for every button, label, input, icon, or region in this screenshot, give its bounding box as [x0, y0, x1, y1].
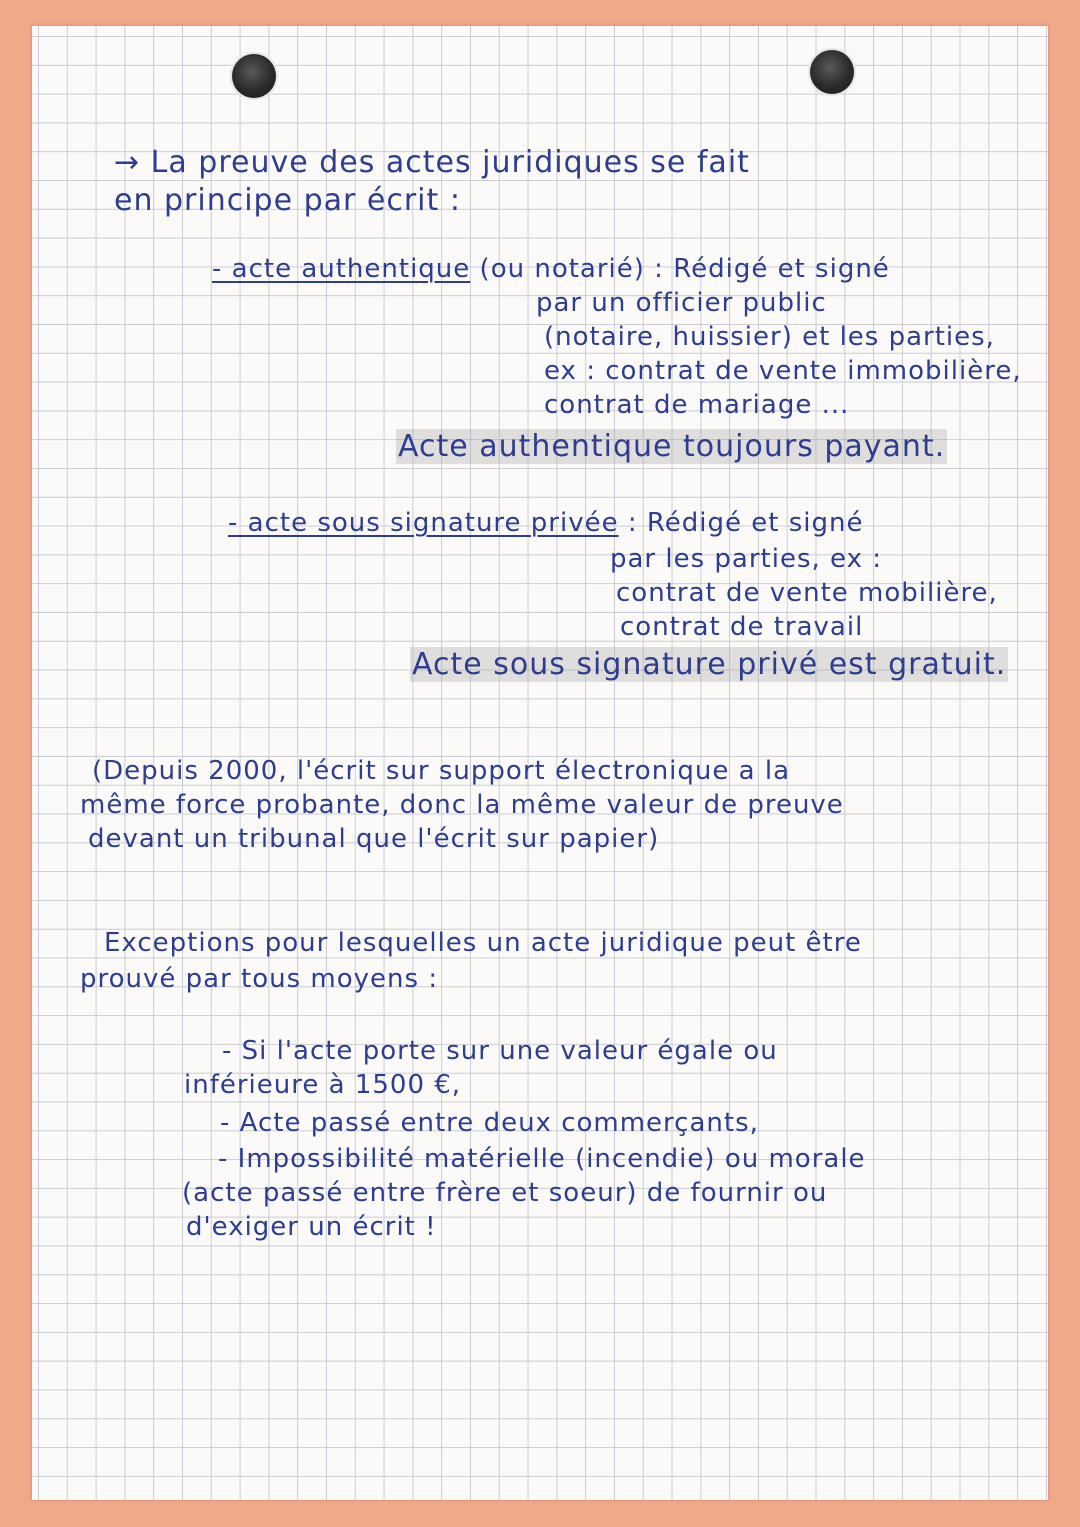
- electronique-line-3: devant un tribunal que l'écrit sur papier): [88, 824, 660, 854]
- acte-authentique-summary: [396, 430, 947, 464]
- exception-1-line-1: - Si l'acte porte sur une valeur égale ou: [222, 1036, 778, 1066]
- acte-ssp-line-4: contrat de travail: [620, 612, 864, 642]
- electronique-line-1: (Depuis 2000, l'écrit sur support électronique a la: [92, 756, 791, 786]
- exception-3-line-1: - Impossibilité matérielle (incendie) ou morale: [218, 1144, 866, 1174]
- punch-hole-right: [810, 50, 854, 94]
- notebook-page: [32, 26, 1048, 1500]
- electronique-line-2: même force probante, donc la même valeur de preuve: [80, 790, 844, 820]
- exceptions-line-1: Exceptions pour lesquelles un acte juridique peut être: [104, 928, 862, 958]
- exceptions-line-2: prouvé par tous moyens :: [80, 964, 439, 994]
- acte-ssp-line-2: par les parties, ex :: [610, 544, 882, 574]
- acte-ssp-summary-text: Acte sous signature privé est gratuit.: [412, 647, 1007, 682]
- acte-ssp-heading: [228, 508, 864, 538]
- punch-hole-left: [232, 54, 276, 98]
- acte-ssp-term: - acte sous signature privée: [228, 508, 619, 538]
- intro-line-1: → La preuve des actes juridiques se fait: [114, 145, 750, 180]
- acte-ssp-line-3: contrat de vente mobilière,: [616, 578, 998, 608]
- acte-authentique-def-start: (ou notarié) : Rédigé et signé: [470, 254, 890, 284]
- acte-authentique-line-2: par un officier public: [536, 288, 827, 318]
- intro-line-2: en principe par écrit :: [114, 183, 461, 218]
- exception-2: - Acte passé entre deux commerçants,: [220, 1108, 759, 1138]
- acte-authentique-line-4: ex : contrat de vente immobilière,: [544, 356, 1022, 386]
- exception-3-line-2: (acte passé entre frère et soeur) de fournir ou: [182, 1178, 828, 1208]
- acte-authentique-summary-text: Acte authentique toujours payant.: [398, 429, 946, 464]
- acte-authentique-line-3: (notaire, huissier) et les parties,: [544, 322, 995, 352]
- acte-authentique-line-5: contrat de mariage ...: [544, 390, 850, 420]
- exception-1-line-2: inférieure à 1500 €,: [184, 1070, 462, 1100]
- acte-authentique-heading: [212, 254, 890, 284]
- acte-ssp-summary: [410, 648, 1008, 682]
- acte-ssp-def-start: : Rédigé et signé: [618, 508, 864, 538]
- exception-3-line-3: d'exiger un écrit !: [186, 1212, 437, 1242]
- acte-authentique-term: - acte authentique: [212, 254, 471, 284]
